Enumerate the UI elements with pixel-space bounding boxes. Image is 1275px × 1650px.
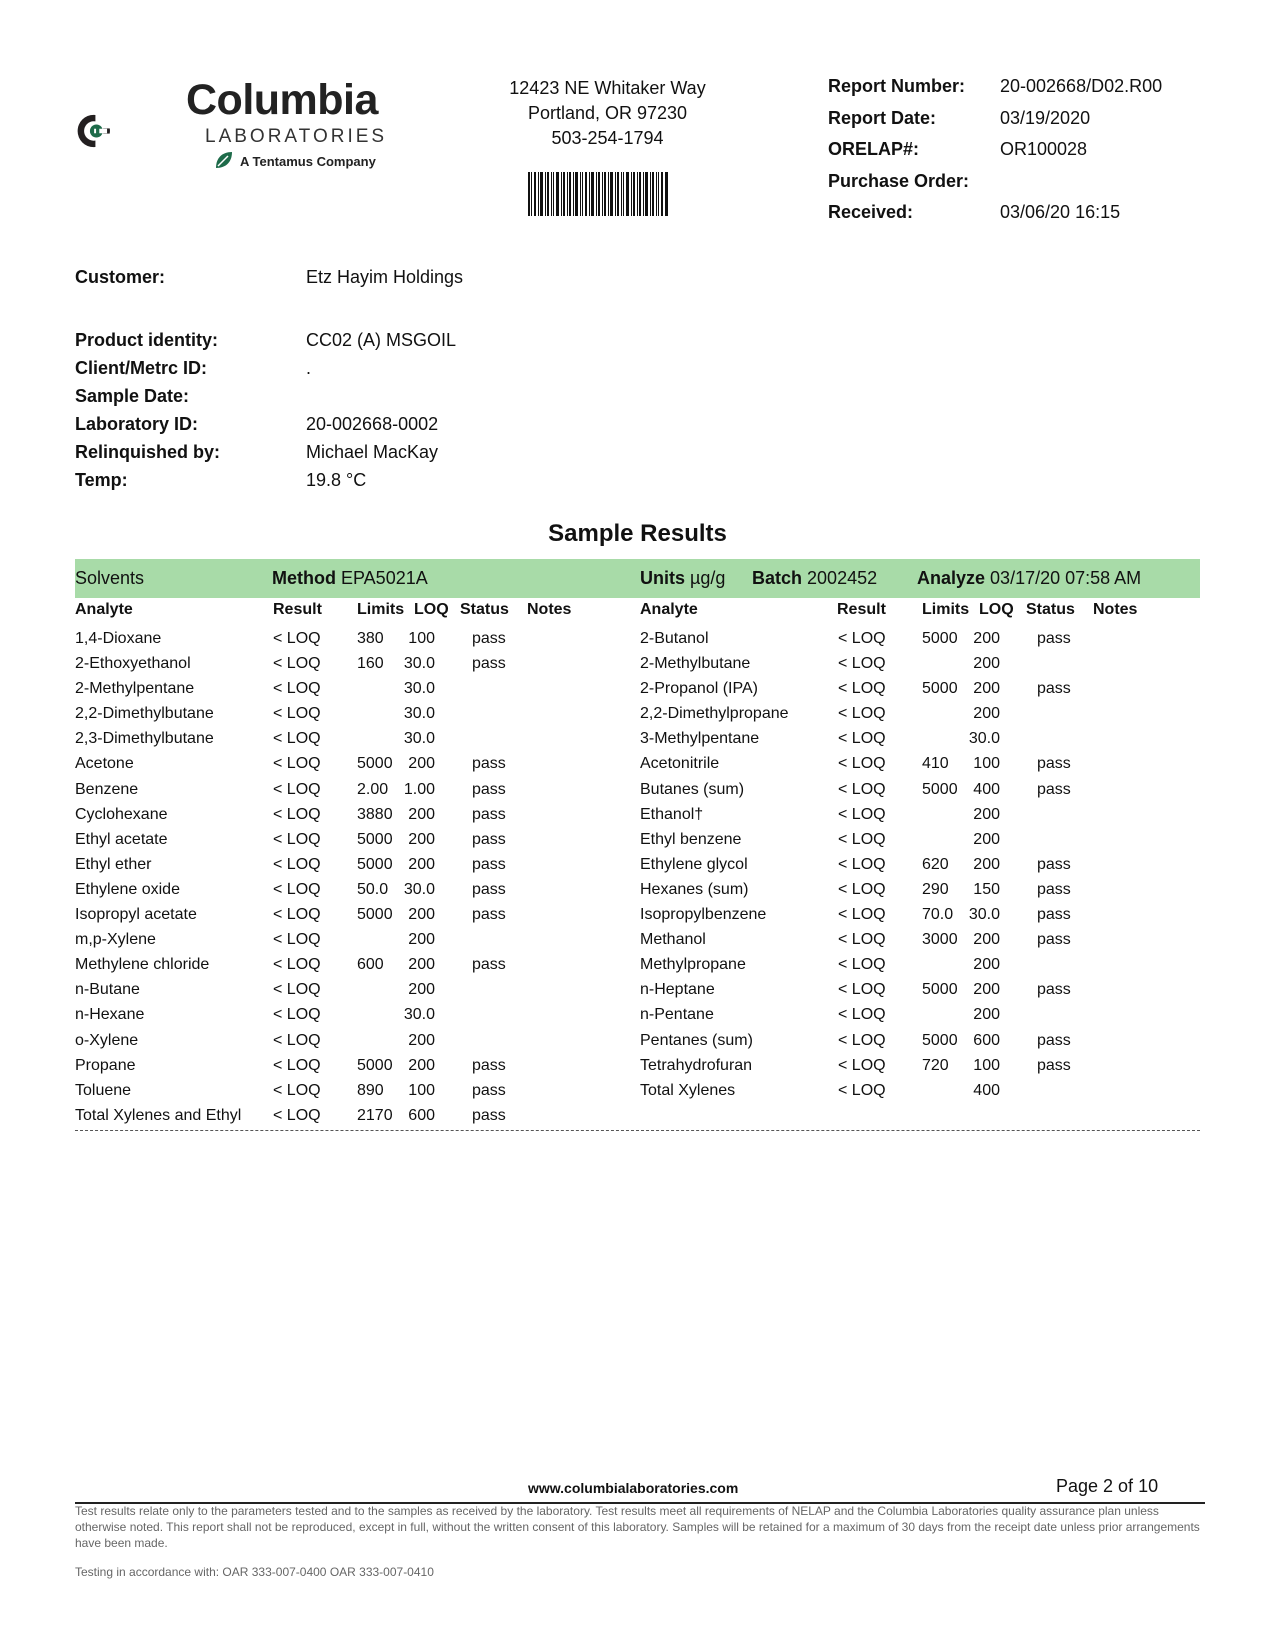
cell-analyte: 2,2-Dimethylbutane (75, 705, 214, 723)
cell-limits: 3000 (922, 931, 958, 949)
section-title: Sample Results (548, 520, 727, 547)
cell-analyte: 2-Butanol (640, 630, 709, 647)
cell-result: < LOQ (273, 805, 321, 823)
table-row (75, 1006, 615, 1031)
col-header-limits: Limits (357, 601, 405, 618)
footer-url: www.columbialaboratories.com (528, 1480, 739, 1496)
col-header-status: Status (460, 601, 509, 618)
orelap-row (828, 139, 1248, 171)
cell-limits: 380 (357, 630, 384, 647)
cell-loq: 400 (973, 780, 1000, 798)
cell-loq: 200 (408, 906, 435, 924)
cell-result: < LOQ (838, 780, 886, 798)
cell-analyte: 2-Methylpentane (75, 680, 195, 698)
band-analyze (917, 568, 1141, 589)
cell-limits: 50.0 (357, 880, 389, 898)
sample-info-value: 20-002668-0002 (306, 414, 439, 434)
sample-info-label: Relinquished by: (75, 442, 221, 462)
band-method-label: Method (272, 568, 336, 588)
col-header-limits: Limits (922, 601, 970, 618)
table-row (75, 1107, 615, 1132)
cell-loq: 30.0 (968, 906, 1000, 924)
cell-status: pass (1037, 755, 1071, 773)
cell-result: < LOQ (273, 855, 321, 873)
cell-status: pass (472, 755, 506, 773)
cell-result: < LOQ (838, 830, 886, 848)
cell-loq: 30.0 (403, 705, 435, 723)
table-row (75, 1057, 615, 1082)
address-phone: 503-254-1794 (551, 128, 664, 148)
purchase-order-row (828, 171, 1248, 203)
band-units-value: µg/g (690, 568, 726, 588)
cell-status: pass (1037, 1056, 1071, 1074)
table-row (75, 981, 615, 1006)
cell-status: pass (472, 655, 506, 673)
cell-result: < LOQ (273, 1106, 321, 1124)
address-city: Portland, OR 97230 (527, 103, 688, 123)
cell-loq: 30.0 (968, 730, 1000, 748)
cell-loq: 30.0 (403, 1006, 435, 1024)
table-row (640, 881, 1180, 906)
results-band (75, 559, 1200, 598)
cell-result: < LOQ (838, 880, 886, 898)
cell-status: pass (1037, 931, 1071, 949)
cell-limits: 5000 (922, 981, 958, 999)
logo-subtitle: LABORATORIES (205, 126, 388, 147)
table-row (640, 931, 1180, 956)
band-method (272, 568, 428, 589)
cell-limits: 290 (922, 880, 949, 898)
table-row (75, 730, 615, 755)
address-street: 12423 NE Whitaker Way (509, 78, 706, 98)
report-number-row (828, 76, 1248, 108)
cell-loq: 200 (408, 855, 435, 873)
cell-analyte: Ethyl acetate (75, 830, 168, 848)
sample-info-row (75, 330, 675, 358)
cell-analyte: Ethyl benzene (640, 830, 742, 848)
table-end-divider (75, 1130, 1200, 1131)
cell-loq: 200 (408, 1056, 435, 1074)
cell-analyte: 3-Methylpentane (640, 730, 760, 748)
table-row (640, 755, 1180, 780)
cell-result: < LOQ (273, 1081, 321, 1099)
cell-result: < LOQ (838, 1081, 886, 1099)
cell-loq: 200 (408, 805, 435, 823)
cell-result: < LOQ (838, 680, 886, 698)
cell-limits: 3880 (357, 805, 393, 823)
cell-analyte: 1,4-Dioxane (75, 630, 162, 647)
cell-loq: 100 (408, 1081, 435, 1099)
col-header-status: Status (1026, 601, 1075, 618)
cell-loq: 200 (973, 931, 1000, 949)
sample-info-value: Michael MacKay (306, 442, 439, 462)
table-row (640, 956, 1180, 981)
table-row (75, 806, 615, 831)
sample-info-label: Temp: (75, 470, 128, 490)
cell-loq: 200 (973, 655, 1000, 673)
cell-result: < LOQ (273, 906, 321, 924)
cell-result: < LOQ (273, 830, 321, 848)
report-value: 03/19/2020 (1000, 107, 1091, 128)
table-row (640, 705, 1180, 730)
table-row (640, 1006, 1180, 1031)
cell-analyte: m,p-Xylene (75, 931, 156, 949)
cell-status: pass (1037, 906, 1071, 924)
table-row (640, 906, 1180, 931)
cell-limits: 890 (357, 1081, 384, 1099)
cell-limits: 5000 (357, 755, 393, 773)
table-row (640, 655, 1180, 680)
sample-info (75, 330, 675, 498)
band-units-label: Units (640, 568, 685, 588)
cell-analyte: Ethylene glycol (640, 855, 748, 873)
cell-analyte: 2,2-Dimethylpropane (640, 705, 789, 723)
cell-status: pass (472, 1106, 506, 1124)
cell-limits: 410 (922, 755, 949, 773)
tentamus-leaf-icon (214, 150, 234, 170)
cell-result: < LOQ (273, 755, 321, 773)
cell-result: < LOQ (838, 1006, 886, 1024)
cell-limits: 70.0 (922, 906, 954, 924)
report-value: 03/06/20 16:15 (1000, 202, 1121, 222)
cell-analyte: Benzene (75, 780, 139, 798)
cell-result: < LOQ (273, 730, 321, 748)
table-row (75, 906, 615, 931)
cell-loq: 100 (973, 1056, 1000, 1074)
footer-disclaimer: Test results relate only to the parameters tested and to the samples as received by the laboratory. Test results meet all requirements of NELAP and the Columbia Laboratories quality assurance plan unless otherwise noted. This report shall not be reproduced, except in full, without the written consent of this laboratory. Samples will be retained for a maximum of 30 days from the receipt date unless prior arrangements have been made. (75, 1504, 1200, 1550)
cell-limits: 5000 (357, 1056, 393, 1074)
cell-loq: 200 (408, 1031, 435, 1049)
sample-info-value: . (306, 358, 312, 378)
cell-loq: 600 (408, 1106, 435, 1124)
cell-result: < LOQ (273, 655, 321, 673)
cell-result: < LOQ (838, 931, 886, 949)
table-row (75, 755, 615, 780)
sample-info-value: CC02 (A) MSGOIL (306, 330, 457, 350)
band-batch (752, 568, 877, 589)
cell-loq: 30.0 (403, 880, 435, 898)
col-header-analyte: Analyte (75, 601, 133, 618)
cell-limits: 2170 (357, 1106, 393, 1124)
cell-result: < LOQ (273, 1006, 321, 1024)
cell-loq: 600 (973, 1031, 1000, 1049)
cell-analyte: Acetonitrile (640, 755, 720, 773)
cell-analyte: Ethyl ether (75, 855, 152, 873)
cell-result: < LOQ (838, 981, 886, 999)
cell-result: < LOQ (838, 956, 886, 974)
customer-label: Customer: (75, 267, 166, 287)
col-header-analyte: Analyte (640, 601, 698, 618)
cell-result: < LOQ (838, 1056, 886, 1074)
cell-result: < LOQ (838, 805, 886, 823)
cell-status: pass (1037, 855, 1071, 873)
cell-analyte: Tetrahydrofuran (640, 1056, 753, 1074)
cell-analyte: n-Hexane (75, 1006, 145, 1024)
cell-analyte: Cyclohexane (75, 805, 168, 823)
cell-loq: 200 (973, 630, 1000, 647)
cell-loq: 100 (408, 630, 435, 647)
table-row (640, 806, 1180, 831)
received-row (828, 202, 1248, 234)
col-header-result: Result (837, 601, 886, 618)
cell-loq: 200 (408, 981, 435, 999)
report-label: Purchase Order: (828, 170, 970, 191)
results-table-left (75, 630, 615, 1132)
table-row (75, 1082, 615, 1107)
cell-analyte: Methanol (640, 931, 706, 949)
sample-info-row (75, 442, 675, 470)
cell-analyte: 2-Propanol (IPA) (640, 680, 758, 698)
cell-analyte: Hexanes (sum) (640, 880, 749, 898)
cell-status: pass (472, 880, 506, 898)
cell-result: < LOQ (838, 655, 886, 673)
table-row (640, 1057, 1180, 1082)
report-label: Report Date: (828, 107, 937, 128)
cell-result: < LOQ (273, 705, 321, 723)
table-row (640, 856, 1180, 881)
cell-result: < LOQ (273, 1056, 321, 1074)
table-row (640, 680, 1180, 705)
cell-loq: 150 (973, 880, 1000, 898)
cell-loq: 1.00 (403, 780, 435, 798)
sample-info-row (75, 358, 675, 386)
report-label: Report Number: (828, 76, 966, 96)
cell-status: pass (472, 830, 506, 848)
col-header-notes: Notes (1093, 601, 1138, 618)
col-header-loq: LOQ (414, 601, 449, 618)
cell-limits: 5000 (922, 680, 958, 698)
cell-result: < LOQ (838, 906, 886, 924)
cell-status: pass (1037, 880, 1071, 898)
cell-analyte: Total Xylenes (640, 1081, 736, 1099)
cell-status: pass (472, 855, 506, 873)
cell-result: < LOQ (273, 780, 321, 798)
cell-analyte: 2-Methylbutane (640, 655, 751, 673)
cell-limits: 5000 (922, 1031, 958, 1049)
table-row (640, 630, 1180, 655)
cell-analyte: n-Heptane (640, 981, 715, 999)
cell-loq: 200 (408, 755, 435, 773)
cell-analyte: Methylene chloride (75, 956, 210, 974)
band-analyze-value: 03/17/20 07:58 AM (990, 568, 1142, 588)
cell-analyte: Toluene (75, 1081, 132, 1099)
cell-result: < LOQ (273, 981, 321, 999)
logo-name: Columbia (186, 76, 378, 124)
cell-status: pass (472, 1056, 506, 1074)
cell-analyte: o-Xylene (75, 1031, 139, 1049)
cell-limits: 2.00 (357, 780, 389, 798)
cell-result: < LOQ (838, 755, 886, 773)
cell-result: < LOQ (273, 1031, 321, 1049)
cell-status: pass (1037, 981, 1071, 999)
cell-status: pass (1037, 780, 1071, 798)
customer-row (75, 267, 675, 295)
sample-info-value: 19.8 °C (306, 470, 367, 490)
band-analyze-label: Analyze (917, 568, 986, 588)
cell-result: < LOQ (838, 705, 886, 723)
cell-limits: 5000 (357, 906, 393, 924)
columbia-logo-icon (76, 76, 186, 186)
cell-result: < LOQ (273, 956, 321, 974)
cell-analyte: Isopropylbenzene (640, 906, 767, 924)
cell-analyte: Pentanes (sum) (640, 1031, 753, 1049)
cell-loq: 100 (973, 755, 1000, 773)
table-row (75, 1032, 615, 1057)
table-row (75, 655, 615, 680)
table-row (640, 831, 1180, 856)
table-row (640, 1032, 1180, 1057)
col-header-loq: LOQ (979, 601, 1014, 618)
report-label: ORELAP#: (828, 139, 920, 159)
lab-address (455, 76, 760, 151)
cell-loq: 200 (973, 680, 1000, 698)
col-header-notes: Notes (527, 601, 572, 618)
cell-limits: 5000 (357, 855, 393, 873)
report-label: Received: (828, 202, 914, 222)
cell-status: pass (472, 956, 506, 974)
cell-loq: 30.0 (403, 680, 435, 698)
report-info (828, 76, 1248, 234)
table-row (75, 881, 615, 906)
cell-limits: 5000 (922, 780, 958, 798)
cell-limits: 620 (922, 855, 949, 873)
table-row (75, 705, 615, 730)
customer-value: Etz Hayim Holdings (306, 267, 464, 287)
table-row (640, 981, 1180, 1006)
table-row (75, 931, 615, 956)
cell-limits: 600 (357, 956, 384, 974)
cell-loq: 200 (973, 705, 1000, 723)
cell-status: pass (472, 780, 506, 798)
cell-analyte: Methylpropane (640, 956, 746, 974)
table-row (75, 680, 615, 705)
cell-result: < LOQ (273, 630, 321, 647)
table-row (640, 781, 1180, 806)
cell-loq: 200 (408, 830, 435, 848)
cell-analyte: n-Butane (75, 981, 140, 999)
cell-status: pass (1037, 1031, 1071, 1049)
band-method-value: EPA5021A (341, 568, 428, 588)
cell-loq: 30.0 (403, 655, 435, 673)
footer-testing-note: Testing in accordance with: OAR 333-007-0400 OAR 333-007-0410 (75, 1565, 434, 1579)
cell-loq: 200 (973, 855, 1000, 873)
cell-status: pass (1037, 680, 1071, 698)
cell-limits: 5000 (357, 830, 393, 848)
cell-loq: 200 (973, 830, 1000, 848)
cell-analyte: 2-Ethoxyethanol (75, 655, 191, 673)
cell-status: pass (472, 906, 506, 924)
cell-result: < LOQ (838, 630, 886, 647)
logo-tagline: A Tentamus Company (240, 154, 376, 169)
barcode-icon (528, 172, 668, 216)
band-batch-value: 2002452 (807, 568, 878, 588)
results-table-right (640, 630, 1180, 1107)
table-row (640, 1082, 1180, 1107)
sample-info-row (75, 414, 675, 442)
band-units (640, 568, 725, 589)
cell-loq: 200 (973, 981, 1000, 999)
table-row (75, 630, 615, 655)
report-value: 20-002668/D02.R00 (1000, 76, 1163, 96)
cell-status: pass (472, 805, 506, 823)
cell-limits: 160 (357, 655, 384, 673)
cell-analyte: Ethylene oxide (75, 880, 180, 898)
cell-result: < LOQ (838, 1031, 886, 1049)
cell-analyte: Acetone (75, 755, 134, 773)
cell-analyte: n-Pentane (640, 1006, 714, 1024)
cell-limits: 5000 (922, 630, 958, 647)
cell-loq: 30.0 (403, 730, 435, 748)
cell-result: < LOQ (838, 730, 886, 748)
report-date-row (828, 108, 1248, 140)
page-number: Page 2 of 10 (1056, 1476, 1159, 1496)
sample-info-row (75, 386, 675, 414)
sample-info-label: Client/Metrc ID: (75, 358, 208, 378)
cell-result: < LOQ (273, 880, 321, 898)
cell-analyte: Butanes (sum) (640, 780, 745, 798)
customer-block (75, 267, 675, 295)
cell-status: pass (1037, 630, 1071, 647)
col-header-result: Result (273, 601, 322, 618)
table-row (75, 831, 615, 856)
table-row (75, 956, 615, 981)
cell-analyte: Isopropyl acetate (75, 906, 197, 924)
cell-analyte: Total Xylenes and Ethyl (75, 1106, 242, 1124)
report-value: OR100028 (1000, 139, 1088, 159)
cell-loq: 400 (973, 1081, 1000, 1099)
table-row (75, 781, 615, 806)
cell-analyte: 2,3-Dimethylbutane (75, 730, 214, 748)
sample-info-label: Product identity: (75, 330, 218, 350)
cell-loq: 200 (408, 931, 435, 949)
cell-status: pass (472, 1081, 506, 1099)
cell-loq: 200 (973, 805, 1000, 823)
table-row (75, 856, 615, 881)
cell-analyte: Propane (75, 1056, 136, 1074)
band-batch-label: Batch (752, 568, 803, 588)
cell-status: pass (472, 630, 506, 647)
cell-loq: 200 (973, 956, 1000, 974)
band-category: Solvents (75, 568, 145, 588)
sample-info-row (75, 470, 675, 498)
sample-info-label: Laboratory ID: (75, 414, 199, 434)
cell-loq: 200 (973, 1006, 1000, 1024)
cell-result: < LOQ (838, 855, 886, 873)
cell-result: < LOQ (273, 931, 321, 949)
cell-limits: 720 (922, 1056, 949, 1074)
cell-result: < LOQ (273, 680, 321, 698)
sample-info-label: Sample Date: (75, 386, 190, 406)
table-row (640, 730, 1180, 755)
cell-analyte: Ethanol† (640, 805, 704, 823)
cell-loq: 200 (408, 956, 435, 974)
